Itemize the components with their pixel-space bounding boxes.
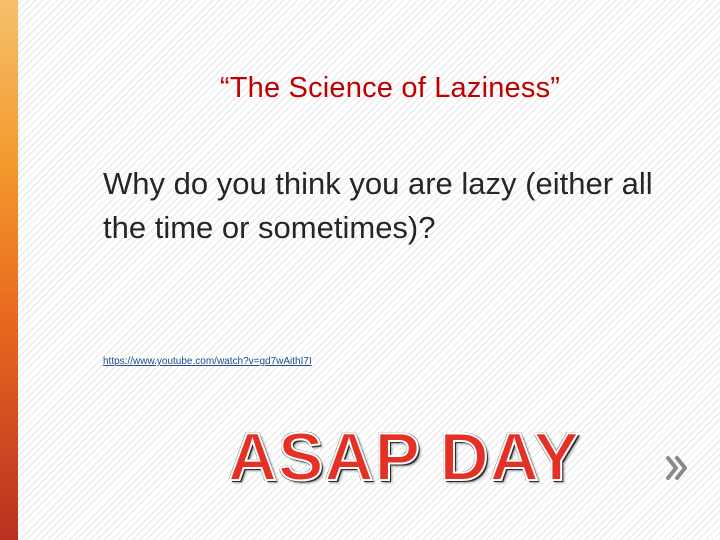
slide-title: “The Science of Laziness”	[219, 72, 561, 104]
youtube-link[interactable]: https://www.youtube.com/watch?v=gd7wAithI7I	[103, 356, 312, 367]
slide-question: Why do you think you are lazy (either all the time or sometimes)?	[103, 166, 653, 245]
chevron-double-right-icon[interactable]	[664, 450, 690, 486]
asap-day-banner: ASAP DAY	[228, 419, 580, 495]
